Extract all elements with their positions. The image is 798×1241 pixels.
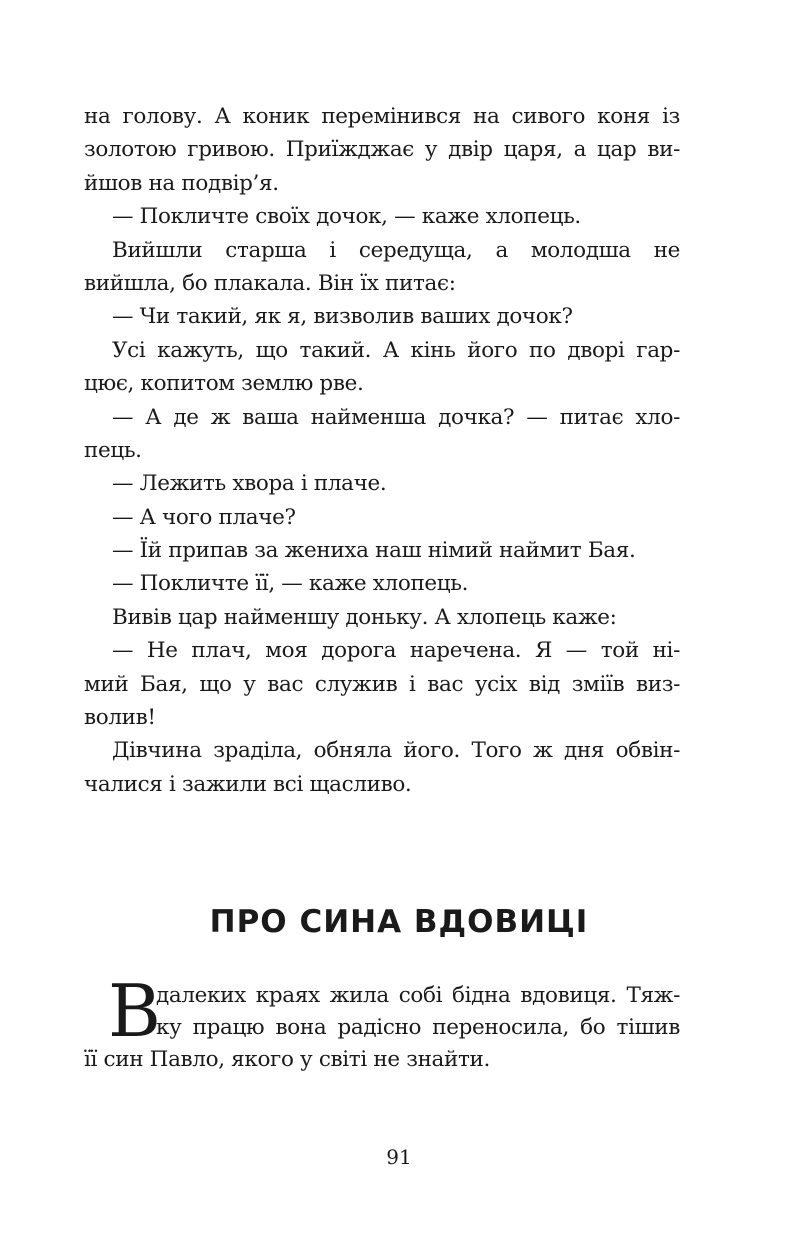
text-line: — Не плач, моя дорога наречена. Я — той ні- [112,638,680,664]
story-text [84,100,680,801]
drop-cap-letter: В [108,969,161,1053]
intro-line: далеких краях жила собі бідна вдовиця. Тяж- [156,983,680,1008]
text-line: — Покличте своїх дочок, — каже хлопець. [112,204,581,230]
text-line: — А чого плаче? [112,504,296,530]
text-line: — Лежить хвора і плаче. [112,471,387,497]
page-number: 91 [386,1145,412,1169]
intro-line: її син Павло, якого у світі не знайти. [84,1047,491,1072]
text-line: — Чи такий, як я, визволив ваших дочок? [112,304,573,330]
text-line: йшов на подвір’я. [84,170,279,196]
text-line: на голову. А коник перемінився на сивого коня із [84,104,680,129]
text-line: Усі кажуть, що такий. А кінь його по дворі гар- [112,337,680,363]
text-line: вийшла, бо плакала. Він їх питає: [84,270,456,296]
chapter-intro [84,969,680,1076]
text-line: Дівчина зраділа, обняла його. Того ж дня обвін- [112,738,680,764]
text-line: чалися і зажили всі щасливо. [84,771,412,797]
chapter-title: ПРО СИНА ВДОВИЦІ [209,904,589,940]
text-line: Вивів цар найменшу доньку. А хлопець каже: [112,604,617,630]
text-line: волив! [84,705,156,731]
text-line: мий Бая, що у вас служив і вас усіх від зміїв виз- [84,671,680,697]
text-line: цює, копитом землю рве. [84,371,364,397]
text-line: золотою гривою. Приїжджає у двір царя, а цар ви- [84,137,680,163]
text-line: пець. [84,437,142,463]
intro-line: ку працю вона радісно переносила, бо тішив [156,1015,680,1040]
text-line: — А де ж ваша найменша дочка? — питає хло- [112,404,680,430]
text-line: Вийшли старша і середуща, а молодша не [112,237,680,263]
text-line: — Покличте її, — каже хлопець. [112,571,469,597]
text-line: — Їй припав за жениха наш німий наймит Бая. [112,538,636,564]
